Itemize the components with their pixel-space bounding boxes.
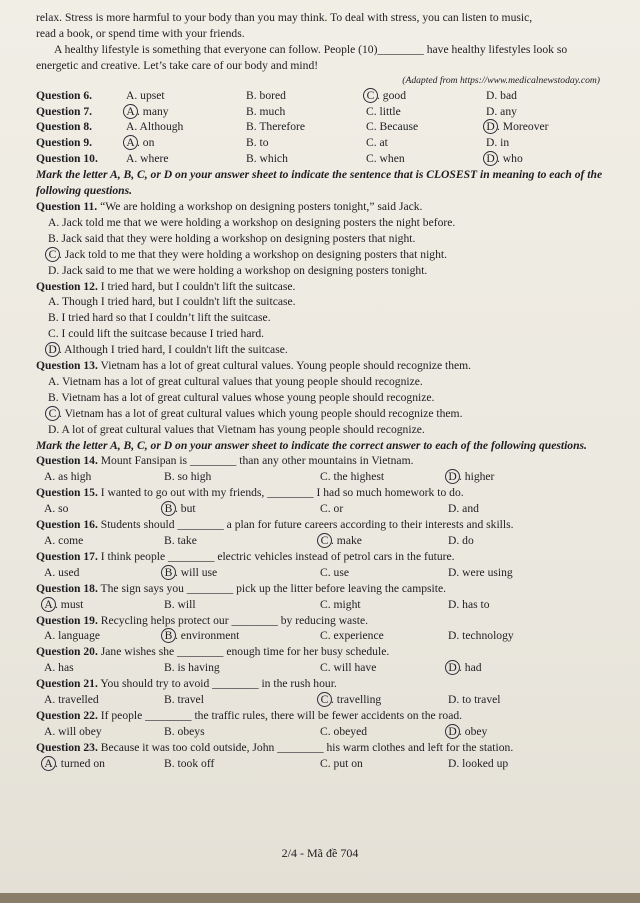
option-a: A . on: [126, 136, 154, 149]
option-cell: [126, 104, 246, 120]
option-d: D . had: [448, 660, 558, 676]
page-footer: 2/4 - Mã đề 704: [281, 846, 359, 860]
choice-c: C . Jack told to me that they were holding a workshop on designing posters that night.: [48, 248, 447, 261]
question-stem: [36, 549, 606, 565]
option-b: B. Therefore: [246, 120, 306, 134]
option-cell: [366, 88, 486, 104]
question-stem: [36, 676, 606, 692]
passage-line-1: relax. Stress is more harmful to your body than you may think. To deal with stress, you can listen to music,: [36, 11, 533, 24]
option-c: C. Because: [366, 120, 419, 134]
option-d: D . higher: [448, 469, 558, 485]
choice-line: [36, 310, 606, 326]
option-a: A. used: [44, 565, 80, 579]
cloze-question-row: [36, 119, 606, 135]
option-c: C. use: [320, 565, 349, 579]
option-d: D. any: [486, 104, 517, 118]
choice-line: [36, 374, 606, 390]
question-label: Question 16.: [36, 518, 98, 532]
option-a: A. where: [126, 152, 169, 166]
options-row: [36, 533, 606, 549]
option-c: C . good: [366, 89, 406, 102]
question-label: Question 14.: [36, 454, 98, 468]
option-cell: [366, 119, 486, 135]
question-label: Question 12.: [36, 279, 98, 293]
question-text: Because it was too cold outside, John ________ his warm clothes and left for the station.: [100, 740, 514, 754]
question-text: “We are holding a workshop on designing posters tonight,” said Jack.: [100, 199, 423, 213]
option-cell: [366, 151, 486, 167]
option-a: A . must: [44, 597, 164, 613]
choice-d: D. A lot of great cultural values that Vietnam has young people should recognize.: [48, 422, 425, 436]
question-text: I wanted to go out with my friends, ________ I had so much homework to do.: [100, 486, 464, 500]
choice-d: D . Although I tried hard, I couldn't lift the suitcase.: [48, 343, 288, 356]
question-stem: [36, 740, 606, 756]
answer-circle-mark: B: [161, 501, 176, 516]
choice-line: [36, 326, 606, 342]
option-b: B. much: [246, 104, 286, 118]
option-a: A. come: [44, 534, 84, 547]
cloze-question-row: [36, 135, 606, 151]
option-cell: [126, 135, 246, 151]
option-d: D. bad: [486, 88, 517, 102]
question-label: Question 15.: [36, 486, 98, 500]
option-d: D. has to: [448, 597, 490, 611]
choice-a: A. Vietnam has a lot of great cultural values that young people should recognize.: [48, 374, 423, 388]
choice-line: [36, 215, 606, 231]
options-row: [36, 565, 606, 581]
option-c: C. put on: [320, 756, 363, 770]
question-label: Question 10.: [36, 152, 98, 166]
question-label: Question 13.: [36, 359, 98, 373]
option-cell: [246, 119, 366, 135]
option-b: B. take: [164, 534, 197, 547]
choice-line: [36, 342, 606, 358]
question-stem: [36, 644, 606, 660]
answer-circle-mark: C: [45, 406, 60, 421]
option-b: B. so high: [164, 470, 212, 484]
options-row: [36, 692, 606, 708]
question-label: Question 8.: [36, 120, 93, 134]
option-cell: [126, 88, 246, 104]
option-a: A. will obey: [44, 724, 102, 738]
option-c: C. when: [366, 152, 405, 166]
option-c: C. obeyed: [320, 724, 368, 738]
answer-circle-mark: A: [41, 597, 56, 612]
question-text: Students should ________ a plan for future careers according to their interests and skills.: [100, 518, 514, 532]
question-text: If people ________ the traffic rules, there will be fewer accidents on the road.: [100, 708, 463, 722]
answer-circle-mark: D: [483, 119, 498, 134]
answer-circle-mark: D: [45, 342, 60, 357]
option-c: C. the highest: [320, 470, 385, 484]
option-b: B. took off: [164, 756, 215, 770]
option-a: A. has: [44, 661, 74, 675]
option-cell: [486, 151, 606, 167]
option-c: C. will have: [320, 661, 377, 675]
cloze-question-row: [36, 104, 606, 120]
option-cell: [126, 151, 246, 167]
answer-circle-mark: A: [123, 104, 138, 119]
question-stem: [36, 199, 606, 215]
option-b: B. will: [164, 597, 196, 611]
question-text: The sign says you ________ pick up the litter before leaving the campsite.: [100, 581, 447, 595]
choice-b: B. Jack said that they were holding a workshop on designing posters that night.: [48, 231, 416, 245]
question-label: Question 9.: [36, 136, 93, 150]
choice-line: [36, 231, 606, 247]
answer-circle-mark: D: [445, 469, 460, 484]
question-stem: [36, 485, 606, 501]
option-c: C. at: [366, 136, 388, 150]
answer-circle-mark: C: [317, 533, 332, 548]
option-d: D. and: [448, 502, 479, 516]
question-label: Question 6.: [36, 88, 93, 102]
option-c: C . make: [320, 533, 448, 549]
cloze-question-row: [36, 151, 606, 167]
option-cell: [486, 135, 606, 151]
question-text: Jane wishes she ________ enough time for her busy schedule.: [100, 645, 390, 659]
options-row: [36, 501, 606, 517]
option-b: B . but: [164, 501, 320, 517]
question-stem: [36, 453, 606, 469]
choice-d: D. Jack said to me that we were holding a workshop on designing posters tonight.: [48, 263, 428, 277]
option-c: C . travelling: [320, 692, 448, 708]
options-row: [36, 628, 606, 644]
options-row: [36, 469, 606, 485]
answer-circle-mark: B: [161, 628, 176, 643]
option-a: A. so: [44, 502, 69, 516]
question-stem: [36, 517, 606, 533]
question-label: Question 20.: [36, 645, 98, 659]
option-d: D. in: [486, 136, 510, 150]
option-cell: [246, 135, 366, 151]
option-a: A . turned on: [44, 756, 164, 772]
option-b: B . environment: [164, 628, 320, 644]
choice-c: C. I could lift the suitcase because I tried hard.: [48, 327, 265, 341]
question-label: Question 22.: [36, 708, 98, 722]
choice-a: A. Jack told me that we were holding a workshop on designing posters the night before.: [48, 215, 456, 229]
question-label: Question 7.: [36, 104, 93, 118]
options-row: [36, 597, 606, 613]
passage-source: (Adapted from https://www.medicalnewstoday.com): [402, 74, 600, 86]
answer-circle-mark: C: [363, 88, 378, 103]
option-cell: [246, 88, 366, 104]
grammar-section: [36, 453, 606, 771]
closest-meaning-section: [36, 199, 606, 438]
option-b: B . will use: [164, 565, 320, 581]
option-cell: [366, 104, 486, 120]
options-row: [36, 660, 606, 676]
option-cell: [486, 104, 606, 120]
options-row: [36, 724, 606, 740]
options-row: [36, 756, 606, 772]
option-a: A. travelled: [44, 693, 99, 707]
choice-a: A. Though I tried hard, but I couldn't lift the suitcase.: [48, 295, 296, 309]
option-c: C. might: [320, 597, 361, 611]
choice-b: B. I tried hard so that I couldn’t lift the suitcase.: [48, 311, 271, 325]
question-text: I think people ________ electric vehicles instead of petrol cars in the future.: [100, 549, 455, 563]
choice-b: B. Vietnam has a lot of great cultural values whose young people should recognize.: [48, 390, 435, 404]
instruction-correct-answer: Mark the letter A, B, C, or D on your answer sheet to indicate the correct answer to each of the following questions.: [36, 438, 587, 452]
option-a: A. Although: [126, 120, 184, 134]
question-stem: [36, 581, 606, 597]
answer-circle-mark: A: [123, 135, 138, 150]
option-d: D . who: [486, 152, 523, 165]
option-d: D. do: [448, 534, 474, 547]
option-d: D . Moreover: [486, 120, 549, 133]
option-d: D. looked up: [448, 756, 509, 770]
answer-circle-mark: D: [445, 724, 460, 739]
option-b: B. bored: [246, 88, 286, 102]
option-cell: [246, 104, 366, 120]
option-cell: [126, 119, 246, 135]
option-a: A. upset: [126, 88, 165, 102]
option-c: C. experience: [320, 629, 384, 643]
option-a: A . many: [126, 105, 169, 118]
option-c: C. little: [366, 104, 401, 118]
option-cell: [486, 88, 606, 104]
option-d: D. technology: [448, 629, 514, 643]
option-b: B. travel: [164, 693, 204, 707]
answer-circle-mark: D: [483, 151, 498, 166]
question-label: Question 19.: [36, 613, 98, 627]
choice-line: [36, 294, 606, 310]
option-d: D. to travel: [448, 693, 501, 707]
option-b: B. is having: [164, 661, 220, 675]
choice-c: C . Vietnam has a lot of great cultural values which young people should recognize them.: [48, 407, 462, 420]
option-b: B. which: [246, 152, 288, 166]
question-label: Question 21.: [36, 677, 98, 691]
option-d: D. were using: [448, 565, 513, 579]
option-a: A. as high: [44, 470, 92, 484]
answer-circle-mark: B: [161, 565, 176, 580]
answer-circle-mark: D: [445, 660, 460, 675]
cloze-options-table: [36, 88, 606, 168]
option-b: B. obeys: [164, 724, 205, 738]
question-label: Question 23.: [36, 740, 98, 754]
question-stem: [36, 708, 606, 724]
question-label: Question 11.: [36, 199, 98, 213]
question-label: Question 17.: [36, 549, 98, 563]
cloze-question-row: [36, 88, 606, 104]
answer-circle-mark: A: [41, 756, 56, 771]
choice-line: [36, 406, 606, 422]
option-d: D . obey: [448, 724, 558, 740]
passage-line-2: read a book, or spend time with your friends.: [36, 26, 245, 40]
question-label: Question 18.: [36, 581, 98, 595]
option-cell: [486, 119, 606, 135]
option-b: B. to: [246, 136, 269, 150]
question-text: Mount Fansipan is ________ than any other mountains in Vietnam.: [100, 454, 414, 468]
page-bottom-edge: [0, 893, 640, 903]
choice-line: [36, 390, 606, 406]
choice-line: [36, 263, 606, 279]
choice-line: [36, 247, 606, 263]
question-text: Vietnam has a lot of great cultural values. Young people should recognize them.: [100, 359, 472, 373]
option-cell: [246, 151, 366, 167]
question-text: I tried hard, but I couldn't lift the suitcase.: [100, 279, 296, 293]
choice-line: [36, 422, 606, 438]
question-text: Recycling helps protect our ________ by reducing waste.: [100, 613, 368, 627]
answer-circle-mark: C: [45, 247, 60, 262]
answer-circle-mark: C: [317, 692, 332, 707]
instruction-closest-meaning: Mark the letter A, B, C, or D on your answer sheet to indicate the sentence that is CLOSEST in meaning to each of the following questions.: [36, 168, 603, 198]
option-a: A. language: [44, 629, 101, 643]
question-stem: [36, 279, 606, 295]
option-c: C. or: [320, 502, 344, 516]
question-text: You should try to avoid ________ in the rush hour.: [100, 677, 337, 691]
passage-paragraph-2: A healthy lifestyle is something that everyone can follow. People (10)________ have healthy lifestyles look so energetic and creative. Let’s take care of our body and mind!: [36, 42, 568, 72]
question-stem: [36, 613, 606, 629]
option-cell: [366, 135, 486, 151]
question-stem: [36, 358, 606, 374]
